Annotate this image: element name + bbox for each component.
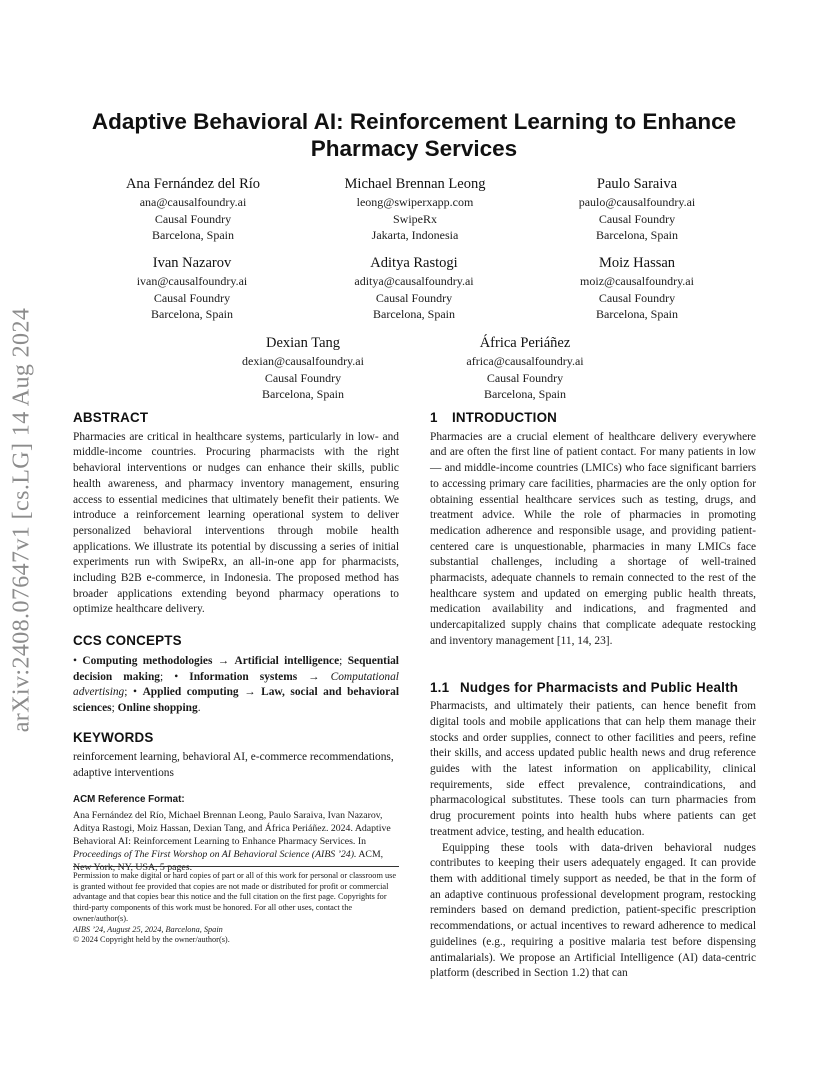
paper-title <box>80 108 748 162</box>
author-block <box>290 176 540 244</box>
author-location: Jakarta, Indonesia <box>371 228 459 242</box>
copyright-line: © 2024 Copyright held by the owner/author(s). <box>73 935 230 945</box>
ccs-term: Law, social and behavioral sciences <box>73 686 399 714</box>
author-affiliation: Causal Foundry <box>264 370 342 385</box>
footnote-rule <box>73 866 399 867</box>
permission-text: Permission to make digital or hard copies of part or all of this work for personal or classroom use is granted without fee provided that copies are not made or distributed for profit or commercial advantage and that copies bear this notice and the full citation on the first page. Copyrights for third-party components of this work must be honored. For all other uses, contact the owner/author(s). <box>73 871 397 923</box>
venue-line: AIBS ’24, August 25, 2024, Barcelona, Spain <box>73 924 223 934</box>
author-affiliation: Causal Foundry <box>153 290 231 305</box>
author-email: ana@causalfoundry.ai <box>139 195 247 209</box>
author-name: Ana Fernández del Río <box>125 176 261 192</box>
nudges-paragraph-1: Pharmacists, and ultimately their patients, can hence benefit from digital tools and mobile applications that can help them manage their stocks and order supplies, connect to other facilities and peers, refine their skills, and access updated public health news and drug reference guides with the latest information on applicability, clinical requirements, side effect prevalence, contraindications, and pharmacological substitutes. These tools can turn pharmacies from drug procurement points into health hubs where patients can get treatment advice, testing, and health education. <box>430 700 756 838</box>
bullet: • <box>174 670 179 683</box>
acm-ref-text <box>73 809 399 874</box>
separator: ; <box>124 686 128 699</box>
permission-notice <box>73 871 399 946</box>
author-name: África Periáñez <box>479 335 571 351</box>
author-name: Moiz Hassan <box>598 255 676 271</box>
author-location: Barcelona, Spain <box>484 387 566 401</box>
arrow-icon: → <box>244 686 256 699</box>
author-email: africa@causalfoundry.ai <box>466 354 584 368</box>
author-location: Barcelona, Spain <box>151 307 233 321</box>
author-affiliation: SwipeRx <box>392 211 437 226</box>
intro-heading <box>430 410 756 426</box>
abstract-text: Pharmacies are critical in healthcare systems, particularly in low- and middle-income countries. Procuring pharmacists with the right behavioral interventions or nudges can enhance their skills, public health awareness, and pharmacy inventory management, ensuring access to essential medicines that ultimately benefit their patients. We introduce a reinforcement learning operational system to deliver personalized behavioral interventions through mobile health applications. We illustrate its potential by discussing a series of initial experiments run with SwipeRx, an all-in-one app for pharmacists, including B2B e-commerce, in Indonesia. The proposed method has broader applications extending beyond pharmacy operations to optimize healthcare delivery. <box>73 430 399 616</box>
left-column <box>73 410 399 874</box>
keywords-heading: KEYWORDS <box>73 729 154 745</box>
section-title: INTRODUCTION <box>452 410 558 425</box>
period: . <box>197 701 201 714</box>
right-column <box>430 410 756 982</box>
ccs-term: Computational advertising <box>73 670 399 699</box>
separator: ; <box>160 670 164 683</box>
author-block <box>400 335 650 403</box>
author-block <box>512 255 762 323</box>
section-title: Nudges for Pharmacists and Public Health <box>460 679 739 695</box>
separator: ; <box>339 654 343 667</box>
arrow-icon: → <box>217 654 230 667</box>
author-block <box>178 335 428 403</box>
title-line-2: Pharmacy Services <box>310 136 518 161</box>
author-location: Barcelona, Spain <box>373 307 455 321</box>
ccs-term: Information systems <box>189 670 298 683</box>
author-location: Barcelona, Spain <box>262 387 344 401</box>
author-block <box>512 176 762 244</box>
arxiv-identifier: arXiv:2408.07647v1 [cs.LG] 14 Aug 2024 <box>8 307 35 733</box>
author-email: ivan@causalfoundry.ai <box>136 274 248 288</box>
arrow-icon: → <box>308 670 320 683</box>
acm-ref-proceedings: Proceedings of The First Worshop on AI Behavioral Science (AIBS ’24). <box>73 849 357 861</box>
bullet: • <box>133 686 137 699</box>
author-name: Dexian Tang <box>265 335 340 351</box>
subsection-heading <box>430 680 756 696</box>
author-affiliation: Causal Foundry <box>598 211 676 226</box>
ccs-term: Online shopping <box>117 701 198 714</box>
section-number: 1.1 <box>430 679 450 695</box>
ccs-term: Sequential decision making <box>73 654 399 683</box>
intro-text: Pharmacies are a crucial element of healthcare delivery everywhere and are often the first line of patient contact. For many patients in low— and middle-income countries (LMICs) who face significant barriers to accessing primary care facilities, pharmacies are the only option for obtaining essential healthcare services such as testing, drugs, and treatment advice. While the role of pharmacies in promoting medication adherence and responsible usage, and providing patient-centered care is unquestionable, pharmacies in many LMICs face substantial challenges, including a shortage of well-trained pharmacists, adequate channels to remain connected to the rest of the healthcare system and updated on emerging public health threats, medication availability and indications, and fragmented and undercapitalized supply chains that complicate adequate restocking and inventory management [11, 14, 23]. <box>430 430 756 647</box>
author-affiliation: Causal Foundry <box>375 290 453 305</box>
ccs-term: Artificial intelligence <box>234 654 340 667</box>
author-affiliation: Causal Foundry <box>154 211 232 226</box>
acm-ref-publisher: ACM, New York, NY, USA, 5 pages. <box>73 849 384 874</box>
acm-ref-authors: Ana Fernández del Río, Michael Brennan Leong, Paulo Saraiva, Ivan Nazarov, Aditya Rastogi, Moiz Hassan, Dexian Tang, and África Periáñez. 2024. Adaptive Behavioral AI: Reinforcement Learning to Enhance Pharmacy Services. In <box>73 810 391 848</box>
author-email: dexian@causalfoundry.ai <box>242 354 364 368</box>
author-block <box>289 255 539 323</box>
author-name: Ivan Nazarov <box>152 255 232 271</box>
author-email: aditya@causalfoundry.ai <box>354 274 474 288</box>
ccs-concepts <box>73 654 399 717</box>
keywords-text: reinforcement learning, behavioral AI, e-commerce recommendations, adaptive interventions <box>73 751 394 780</box>
author-block <box>68 176 318 244</box>
author-name: Aditya Rastogi <box>370 255 458 271</box>
nudges-paragraph-2: Equipping these tools with data-driven behavioral nudges contributes to keeping their users adequately engaged. It can provide them with additional timely support as needed, be that in the form of an adaptive continuous professional development program, restocking reminders based on demand prediction, patient-specific prescription recommendations, or actual incentives to reward adherence to medical guidelines (e.g., requiring a positive malaria test before dispensing antimalarials). We propose an Artificial Intelligence (AI) data-centric platform (described in Section 1.2) that can <box>430 841 756 980</box>
bullet: • <box>73 654 77 667</box>
acm-ref-heading: ACM Reference Format: <box>73 793 185 805</box>
section-number: 1 <box>430 410 438 425</box>
author-name: Paulo Saraiva <box>596 176 678 192</box>
author-location: Barcelona, Spain <box>152 228 234 242</box>
separator: ; <box>111 701 115 714</box>
ccs-term: Applied computing <box>142 686 239 699</box>
author-block <box>67 255 317 323</box>
abstract-heading: ABSTRACT <box>73 410 149 425</box>
author-location: Barcelona, Spain <box>596 228 678 242</box>
author-email: leong@swiperxapp.com <box>356 195 474 209</box>
author-name: Michael Brennan Leong <box>344 176 486 192</box>
author-location: Barcelona, Spain <box>596 307 678 321</box>
author-affiliation: Causal Foundry <box>598 290 676 305</box>
ccs-term: Computing methodologies <box>82 654 213 667</box>
author-email: paulo@causalfoundry.ai <box>578 195 696 209</box>
ccs-heading: CCS CONCEPTS <box>73 633 182 649</box>
author-affiliation: Causal Foundry <box>486 370 564 385</box>
title-line-1: Adaptive Behavioral AI: Reinforcement Learning to Enhance <box>91 109 737 134</box>
author-email: moiz@causalfoundry.ai <box>580 274 694 288</box>
